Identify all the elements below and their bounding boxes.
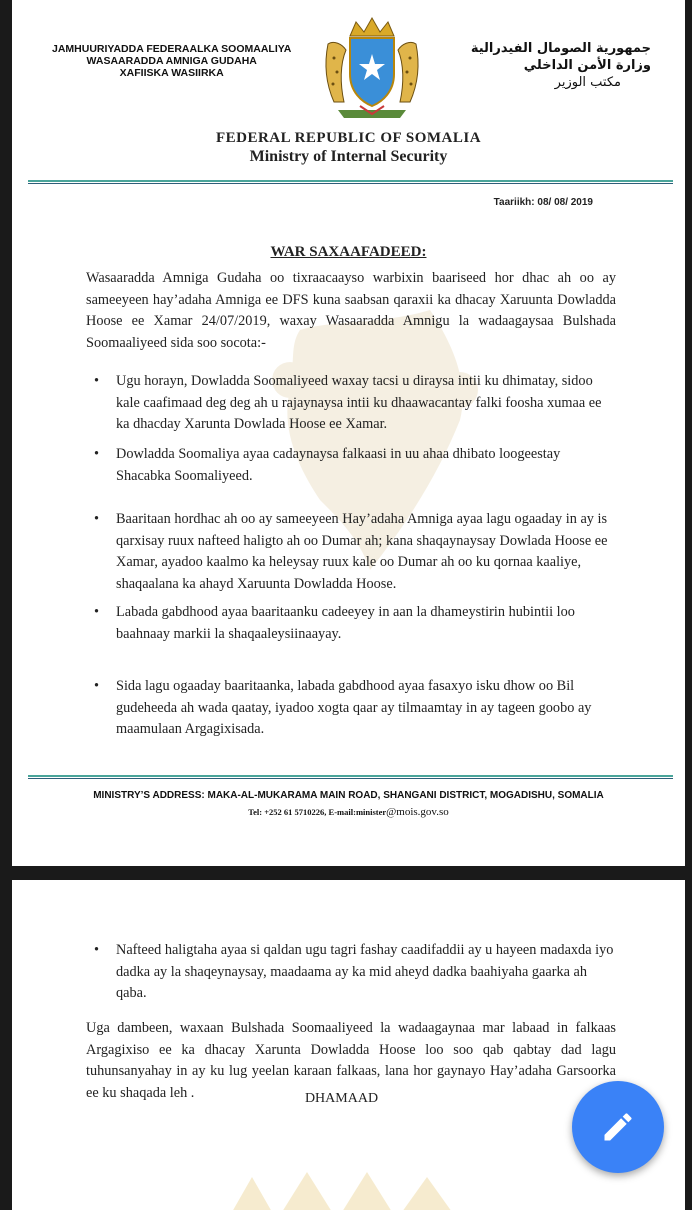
letterhead-right-line-1: جمهورية الصومال الفيدرالية [470, 41, 651, 56]
contact-phone-email: Tel: +252 61 5710226, E-mail:minister [248, 807, 387, 817]
letterhead-right-line-3: مكتب الوزير [554, 75, 621, 90]
letterhead-left-line-2: WASAARADDA AMNIGA GUDAHA [86, 55, 257, 67]
crown-watermark-icon [232, 1172, 452, 1210]
ministry-contact [12, 806, 685, 818]
document-title: FEDERAL REPUBLIC OF SOMALIA [215, 130, 482, 146]
bullet-icon: • [94, 446, 100, 462]
list-item-text: Nafteed haligtaha ayaa si qaldan ugu tagri fashay caadifaddii ay u hayeen madaxda iyo dadka ay la shaqeynaysay, maadaama ay ka mid aheyd dadka baahiyaha gaarka ah qaba. [116, 942, 614, 1001]
header-divider-thin [28, 183, 673, 184]
footer-divider-thin [28, 778, 673, 779]
ministry-address: MINISTRY’S ADDRESS: MAKA-AL-MUKARAMA MAIN ROAD, SHANGANI DISTRICT, MOGADISHU, SOMALIA [93, 790, 604, 801]
list-item [94, 444, 616, 487]
bullet-icon: • [94, 678, 100, 694]
list-item [94, 676, 616, 741]
end-marker: DHAMAAD [304, 1091, 379, 1106]
edit-fab-button[interactable] [572, 1081, 664, 1173]
document-date: Taariikh: 08/ 08/ 2019 [493, 197, 593, 208]
coat-of-arms-emblem [320, 14, 424, 122]
contact-email-domain: @mois.gov.so [386, 806, 449, 818]
pencil-icon [600, 1109, 636, 1145]
list-item [94, 371, 616, 436]
bullet-icon: • [94, 373, 100, 389]
bullet-icon: • [94, 511, 100, 527]
letterhead-arabic [471, 40, 651, 91]
list-item-text: Ugu horayn, Dowladda Soomaliyeed waxay tacsi u diraysa intii ku dhimatay, sidoo kale caafimaad deg deg ah u rajaynaysa intii ku dhaawacantay falki foosha xumaa ee ka dhacday Xarunta Dowlada Hoose ee Xamar. [116, 373, 602, 432]
document-page-2 [12, 880, 685, 1210]
footer-divider [28, 775, 673, 777]
list-item-text: Sida lagu ogaaday baaritaanka, labada gabdhood ayaa fasaxyo isku dhow oo Bil gudeheeda ah wada qaatay, iyadoo xogta qaar ay tilmaamtay in ay tageen goobo ay maamulaan Argagixisada. [116, 678, 592, 737]
list-item [94, 509, 616, 595]
list-item-text: Labada gabdhood ayaa baaritaanku cadeeyey in aan la dhameystirin hubintii loo baahnaay markii la shaqaaleysiinaayay. [116, 604, 575, 642]
press-release-heading: WAR SAXAAFADEED: [270, 244, 427, 260]
bullet-icon: • [94, 942, 100, 958]
bullet-icon: • [94, 604, 100, 620]
letterhead-left-line-1: JAMHUURIYADDA FEDERAALKA SOOMAALIYA [52, 43, 292, 55]
letterhead-right-line-2: وزارة الأمن الداخلي [523, 58, 651, 73]
list-item-text: Dowladda Soomaliya ayaa cadaynaysa falkaasi in uu ahaa dhibato loogeestay Shacabka Soomaliyeed. [116, 446, 561, 484]
letterhead-somali [52, 43, 291, 79]
list-item [94, 940, 616, 1005]
list-item [94, 602, 616, 645]
document-page-1 [12, 0, 685, 866]
header-divider [28, 180, 673, 182]
letterhead-left-line-3: XAFIISKA WASIIRKA [119, 67, 224, 79]
intro-paragraph: Wasaaradda Amniga Gudaha oo tixraacaayso warbixin baariseed hor dhac ah oo ay sameeyeen hay’adaha Amniga ee DFS kuna saabsan qaraxii ka dhacay Xaruunta Dowladda Hoose ee Xamar 24/07/2019, waxay Wasaaradda Amnigu la wadaagaysaa Bulshada Soomaaliyeed sida soo socota:- [86, 270, 616, 351]
document-subtitle: Ministry of Internal Security [249, 148, 448, 165]
list-item-text: Baaritaan hordhac ah oo ay sameeyeen Hay’adaha Amniga ayaa lagu ogaaday in ay is qarxisay ruux nafteed haligto ah oo Dumar ah; kana shaqaynaysay Dowlada Hoose ee Xamar, ayadoo kaalmo ka heleysay ruux kale oo Dumar ah oo ku qornaa kaaliye, shaqaalana ka ahayd Xaruunta Dowladda Hoose. [116, 511, 608, 592]
closing-paragraph: Uga dambeen, waxaan Bulshada Soomaaliyeed la wadaagaynaa mar labaad in falkaas Argagixiso ee ka dhacay Xarunta Dowladda Hoose loo soo qab qabtay dad lagu tuhunsanyahay in ay ku lug yeelan karaan falkaas, lana hor gaynayo Hay’adaha Garsoorka ee ku shaqada leh . [86, 1020, 616, 1101]
